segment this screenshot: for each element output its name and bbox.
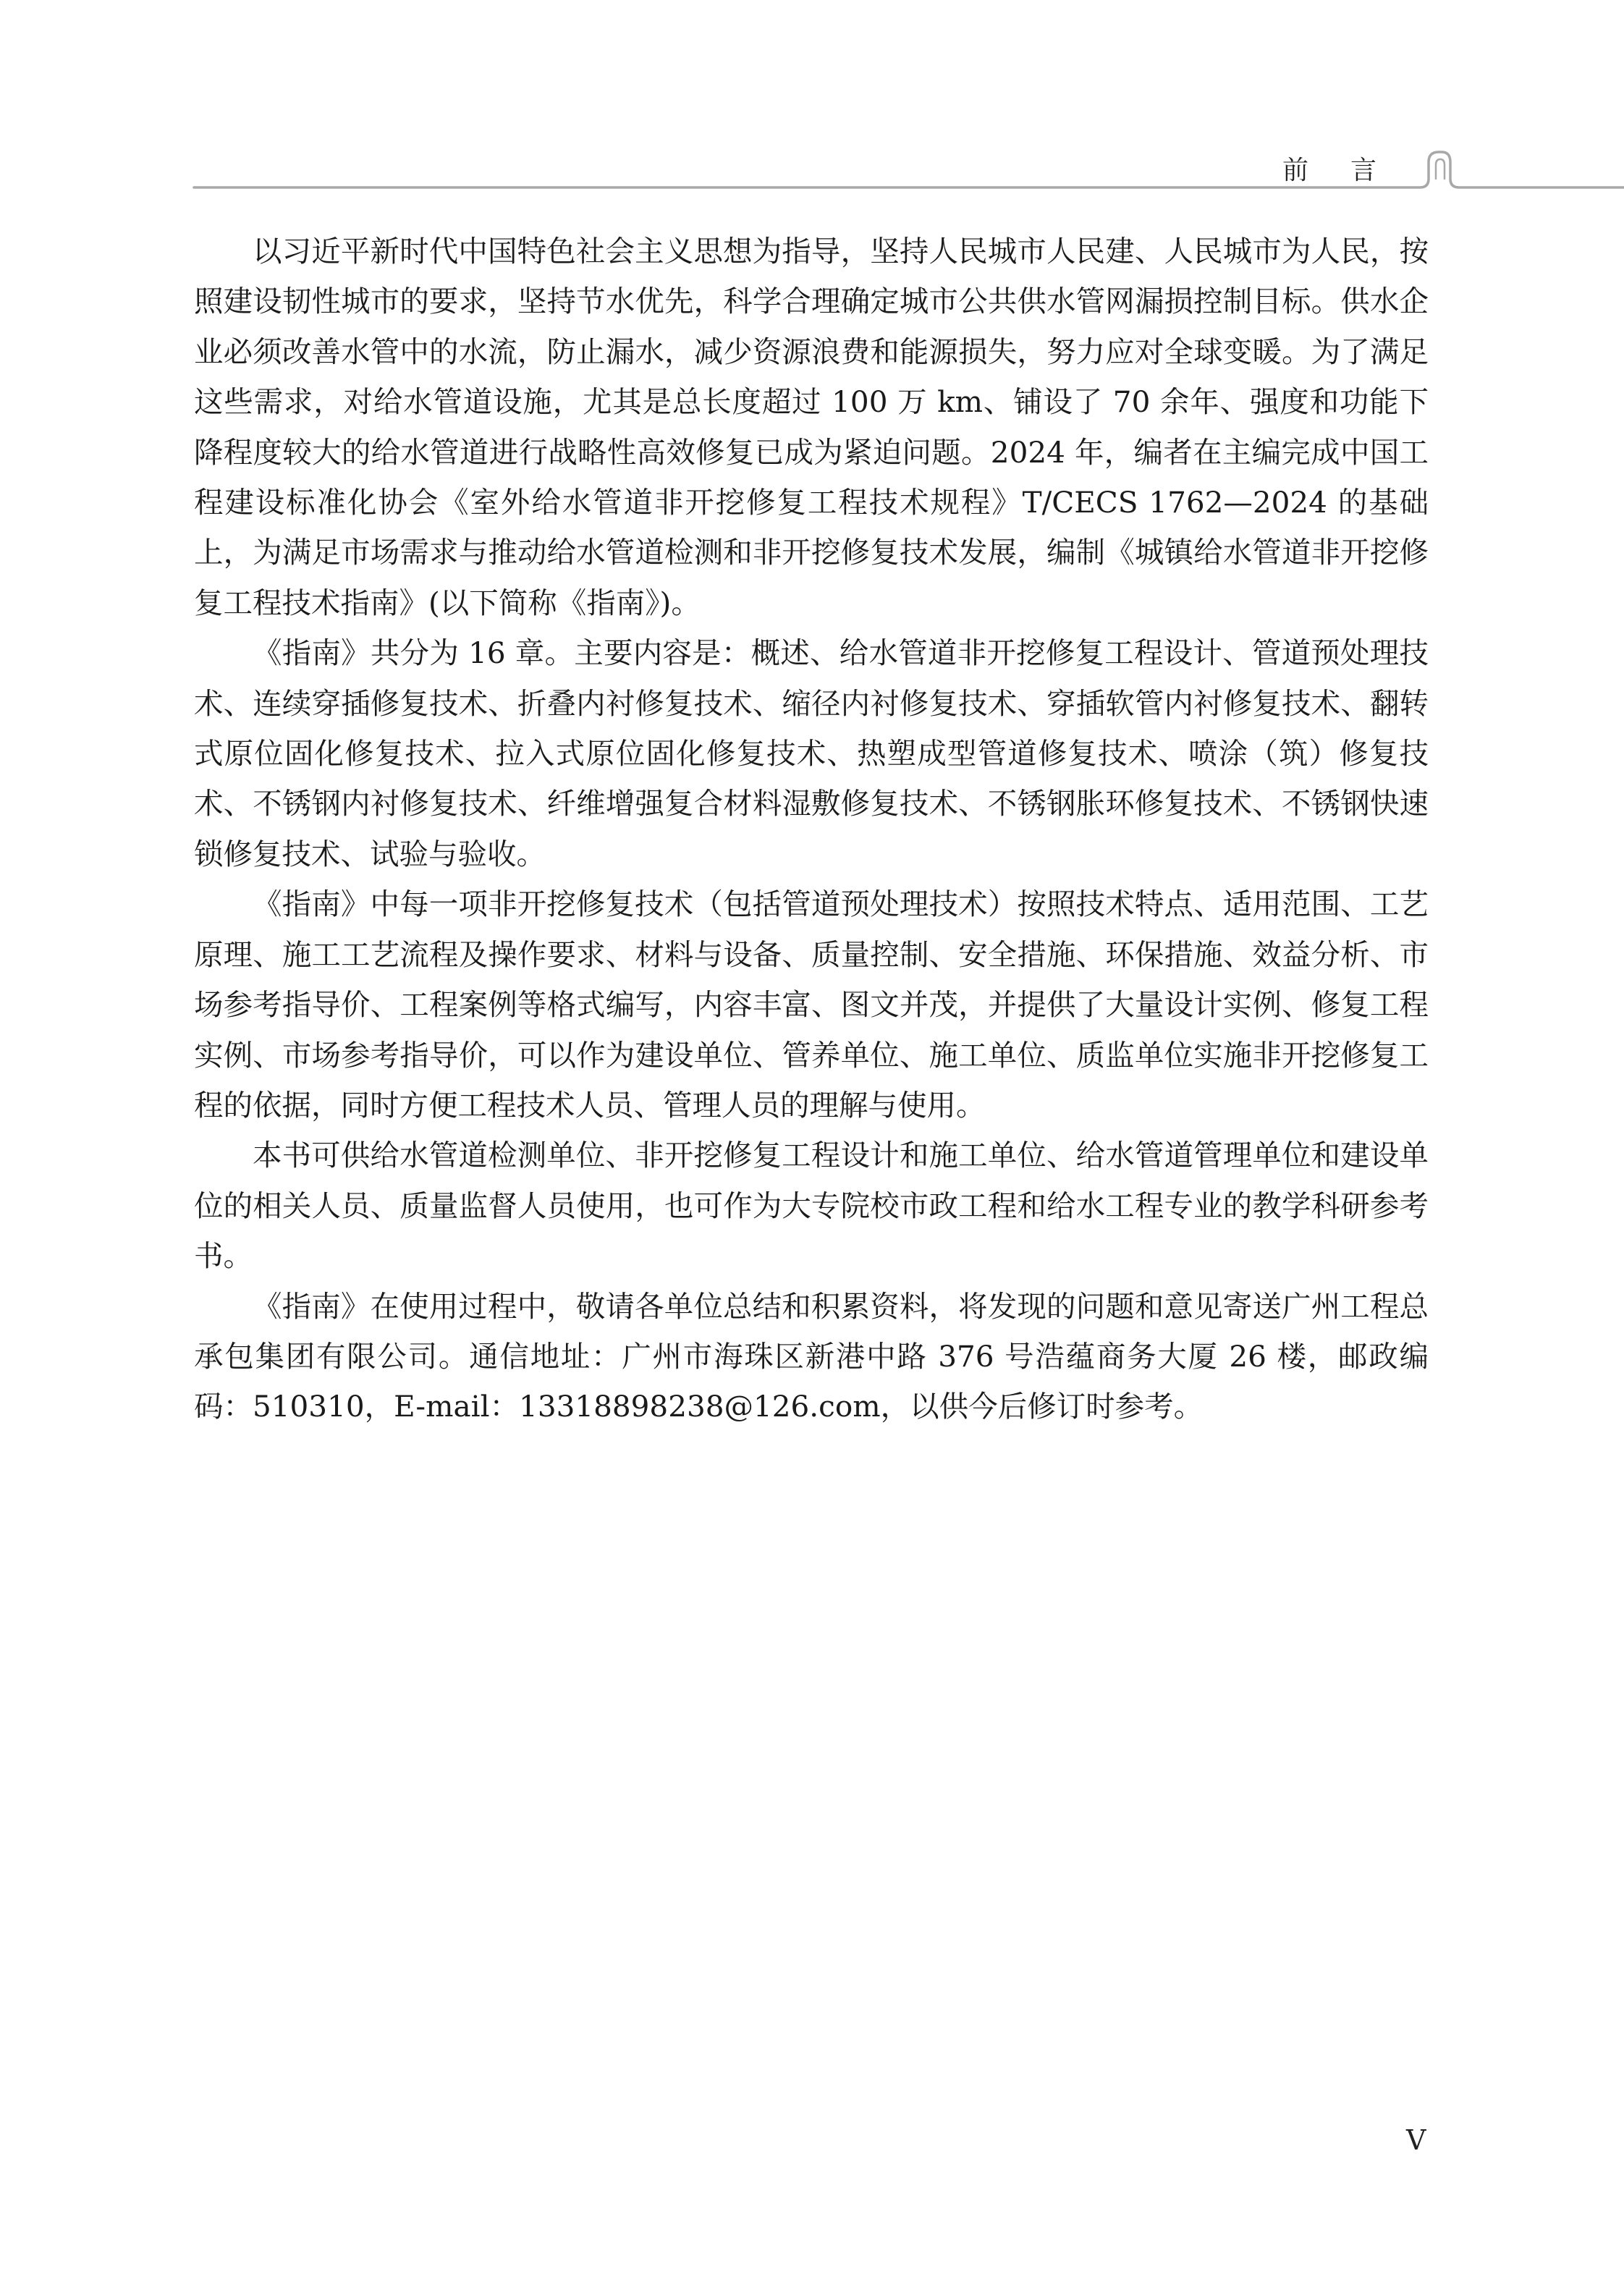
running-head-title: 前言 <box>1282 156 1419 185</box>
paragraph-intro: 以习近平新时代中国特色社会主义思想为指导，坚持人民城市人民建、人民城市为人民，按照建设韧性城市的要求，坚持节水优先，科学合理确定城市公共供水管网漏损控制目标。供水企业必须改善水管中的水流，防止漏水，减少资源浪费和能源损失，努力应对全球变暖。为了满足这些需求，对给水管道设施，尤其是总长度超过 100 万 km、铺设了 70 余年、强度和功能下降程度较大的给水管道进行战略性高效修复已成为紧迫问题。2024 年，编者在主编完成中国工程建设标准化协会《室外给水管道非开挖修复工程技术规程》T/CECS 1762—2024 的基础上，为满足市场需求与推动给水管道检测和非开挖修复技术发展，编制《城镇给水管道非开挖修复工程技术指南》(以下简称《指南》)。 <box>194 234 1429 620</box>
paragraph-audience: 本书可供给水管道检测单位、非开挖修复工程设计和施工单位、给水管道管理单位和建设单位的相关人员、质量监督人员使用，也可作为大专院校市政工程和给水工程专业的教学科研参考书。 <box>194 1138 1429 1274</box>
page-number: V <box>1406 2124 1426 2156</box>
paragraph-contact: 《指南》在使用过程中，敬请各单位总结和积累资料，将发现的问题和意见寄送广州工程总承包集团有限公司。通信地址：广州市海珠区新港中路 376 号浩蕴商务大厦 26 楼，邮政编码：510310，E-mail：13318898238@126.com，以供今后修订时参考。 <box>194 1288 1429 1424</box>
preface-body <box>194 227 1429 1432</box>
paragraph-chapters: 《指南》共分为 16 章。主要内容是：概述、给水管道非开挖修复工程设计、管道预处理技术、连续穿插修复技术、折叠内衬修复技术、缩径内衬修复技术、穿插软管内衬修复技术、翻转式原位固化修复技术、拉入式原位固化修复技术、热塑成型管道修复技术、喷涂（筑）修复技术、不锈钢内衬修复技术、纤维增强复合材料湿敷修复技术、不锈钢胀环修复技术、不锈钢快速锁修复技术、试验与验收。 <box>194 635 1429 871</box>
running-header <box>0 0 1624 195</box>
paragraph-format: 《指南》中每一项非开挖修复技术（包括管道预处理技术）按照技术特点、适用范围、工艺原理、施工工艺流程及操作要求、材料与设备、质量控制、安全措施、环保措施、效益分析、市场参考指导价、工程案例等格式编写，内容丰富、图文并茂，并提供了大量设计实例、修复工程实例、市场参考指导价，可以作为建设单位、管养单位、施工单位、质监单位实施非开挖修复工程的依据，同时方便工程技术人员、管理人员的理解与使用。 <box>194 887 1429 1123</box>
